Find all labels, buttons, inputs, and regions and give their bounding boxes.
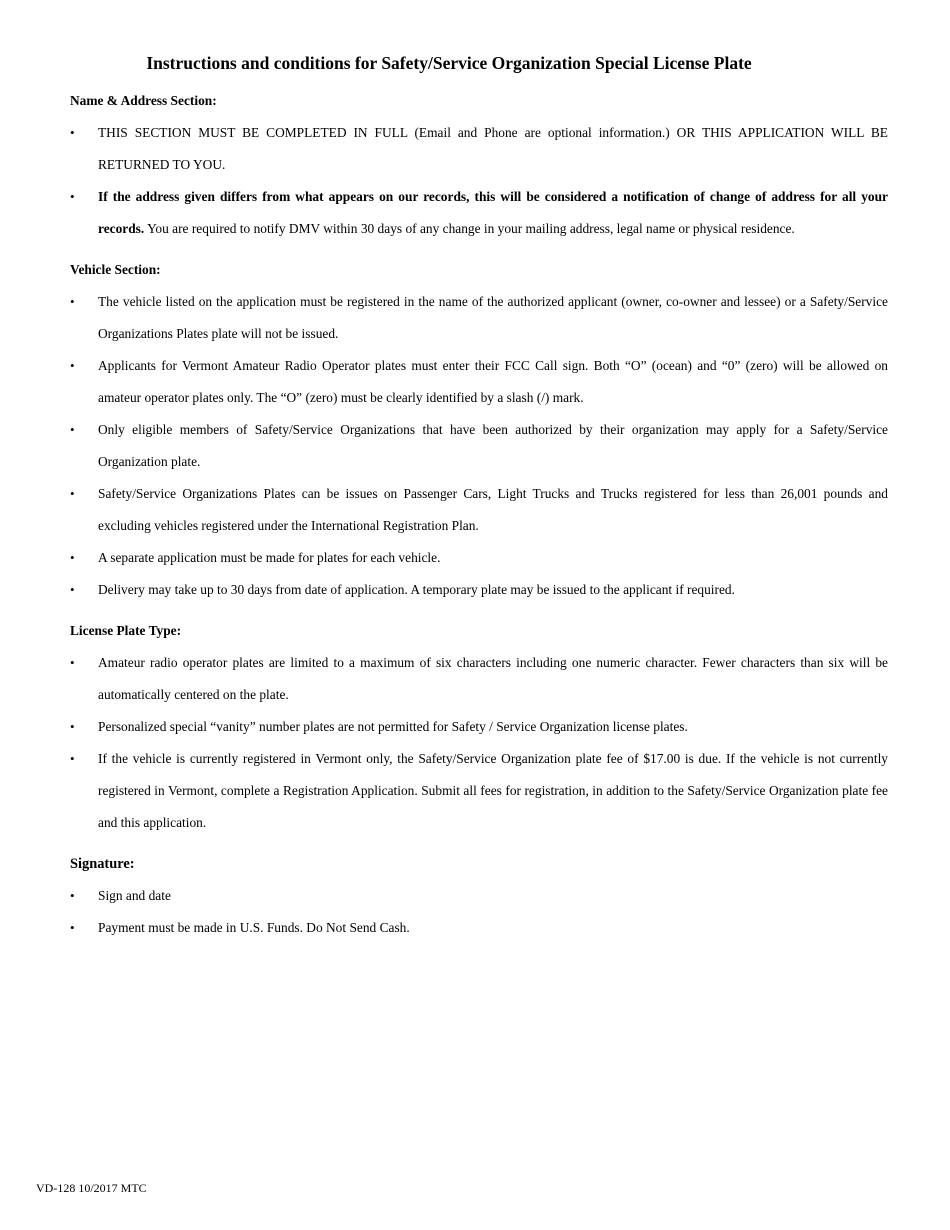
bullet-dot-icon: • <box>70 294 75 309</box>
bullet-dot-icon: • <box>70 719 75 734</box>
bullet-dot-icon: • <box>70 358 75 373</box>
bullet-dot-icon: • <box>70 582 75 597</box>
bullet-dot-icon: • <box>70 751 75 766</box>
list-item-text: THIS SECTION MUST BE COMPLETED IN FULL (Email and Phone are optional information.) OR THIS APPLICATION WILL BE RETURNED TO YOU. <box>98 125 888 172</box>
list-item-text: Personalized special “vanity” number plates are not permitted for Safety / Service Organization license plates. <box>98 719 688 734</box>
section-heading: Signature: <box>70 856 135 872</box>
list-item <box>70 743 888 839</box>
list-item <box>70 478 888 542</box>
list-item-text: You are required to notify DMV within 30 days of any change in your mailing address, legal name or physical residence. <box>144 221 795 236</box>
instructions-content <box>70 92 888 960</box>
bullet-dot-icon: • <box>70 920 75 935</box>
section-heading: License Plate Type: <box>70 623 182 638</box>
list-item <box>70 711 888 743</box>
list-item-text: A separate application must be made for plates for each vehicle. <box>98 550 441 565</box>
list-item-text: The vehicle listed on the application must be registered in the name of the authorized applicant (owner, co-owner and lessee) or a Safety/Service Organizations Plates plate will not be issued. <box>98 294 888 341</box>
bullet-dot-icon: • <box>70 550 75 565</box>
bullet-dot-icon: • <box>70 655 75 670</box>
list-item <box>70 286 888 350</box>
list-item <box>70 574 888 606</box>
section-vehicle <box>70 261 888 614</box>
list-item-text: If the vehicle is currently registered in Vermont only, the Safety/Service Organization plate fee of $17.00 is due. If the vehicle is not currently registered in Vermont, complete a Registration Application. Submit all fees for registration, in addition to the Safety/Service Organization plate fee and this application. <box>98 751 888 830</box>
list-item <box>70 414 888 478</box>
list-item <box>70 542 888 574</box>
page-title: Instructions and conditions for Safety/Service Organization Special License Plate <box>146 53 752 73</box>
section-heading: Name & Address Section: <box>70 93 217 108</box>
bullet-dot-icon: • <box>70 189 75 204</box>
list-item <box>70 117 888 181</box>
list-item <box>70 350 888 414</box>
list-item <box>70 181 888 245</box>
list-item <box>70 880 888 912</box>
bullet-list <box>70 294 888 614</box>
bullet-list <box>70 888 888 952</box>
bullet-dot-icon: • <box>70 125 75 140</box>
section-signature <box>70 855 888 952</box>
bullet-dot-icon: • <box>70 486 75 501</box>
list-item <box>70 647 888 711</box>
bullet-dot-icon: • <box>70 422 75 437</box>
form-number-footer: VD-128 10/2017 MTC <box>36 1181 147 1195</box>
list-item-text: Applicants for Vermont Amateur Radio Operator plates must enter their FCC Call sign. Both “O” (ocean) and “0” (zero) will be allowed on amateur operator plates only. The “O” (zero) must be clearly identified by a slash (/) mark. <box>98 358 888 405</box>
list-item-text: Delivery may take up to 30 days from date of application. A temporary plate may be issued to the applicant if required. <box>98 582 735 597</box>
section-license-plate-type <box>70 622 888 847</box>
list-item-text: Amateur radio operator plates are limited to a maximum of six characters including one numeric character. Fewer characters than six will be automatically centered on the plate. <box>98 655 888 702</box>
list-item-text: Only eligible members of Safety/Service Organizations that have been authorized by their organization may apply for a Safety/Service Organization plate. <box>98 422 888 469</box>
section-name-address <box>70 92 888 253</box>
list-item-text: Payment must be made in U.S. Funds. Do Not Send Cash. <box>98 920 410 935</box>
bullet-dot-icon: • <box>70 888 75 903</box>
list-item <box>70 912 888 944</box>
list-item-text: Sign and date <box>98 888 171 903</box>
bullet-list <box>70 125 888 253</box>
list-item-bold-text: If the address given differs from what appears on our records, this will be considered a notification of change of address for all your records. <box>98 189 888 236</box>
list-item-text: Safety/Service Organizations Plates can be issues on Passenger Cars, Light Trucks and Trucks registered for less than 26,001 pounds and excluding vehicles registered under the International Registration Plan. <box>98 486 888 533</box>
section-heading: Vehicle Section: <box>70 262 161 277</box>
bullet-list <box>70 655 888 847</box>
